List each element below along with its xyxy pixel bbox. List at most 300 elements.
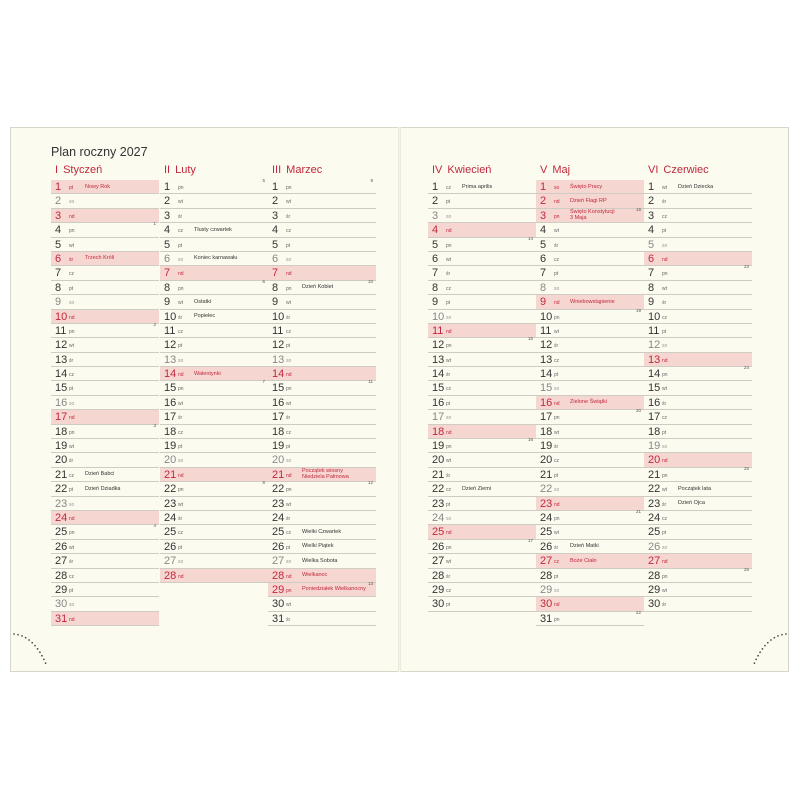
day-number: 13 — [55, 353, 68, 366]
day-number: 25 — [272, 526, 285, 539]
weekday-abbr: so — [662, 242, 668, 249]
day-event-line: Święto Pracy — [570, 183, 603, 190]
weekday-abbr: nd — [554, 501, 560, 508]
day-row[interactable] — [160, 525, 268, 539]
weekday-abbr: cz — [554, 559, 559, 566]
month-column-march — [268, 160, 376, 626]
day-row[interactable] — [51, 612, 159, 626]
day-row[interactable] — [644, 281, 752, 295]
weekday-abbr: wt — [286, 400, 291, 407]
day-row[interactable] — [160, 266, 268, 280]
day-number: 3 — [432, 209, 439, 222]
day-row[interactable] — [51, 569, 159, 583]
week-number: 24 — [743, 365, 749, 371]
day-row[interactable] — [644, 511, 752, 525]
day-number: 3 — [272, 209, 279, 222]
day-row[interactable] — [51, 321, 159, 338]
weekday-abbr: so — [178, 357, 184, 364]
day-number: 15 — [432, 382, 445, 395]
day-row[interactable] — [268, 252, 376, 266]
day-number: 27 — [648, 555, 661, 568]
day-row[interactable] — [268, 209, 376, 223]
weekday-abbr: wt — [446, 559, 451, 566]
weekday-abbr: nd — [446, 530, 452, 537]
day-row[interactable] — [51, 209, 159, 223]
day-row[interactable] — [51, 468, 159, 482]
day-number: 5 — [540, 238, 547, 251]
day-row[interactable] — [536, 482, 644, 496]
weekday-abbr: wt — [178, 199, 183, 206]
day-number: 20 — [540, 454, 553, 467]
day-number: 3 — [55, 209, 62, 222]
page-title: Plan roczny 2027 — [51, 145, 148, 159]
day-row[interactable] — [536, 266, 644, 280]
day-row[interactable] — [268, 194, 376, 208]
day-number: 21 — [648, 468, 661, 481]
day-row[interactable] — [268, 525, 376, 539]
weekday-abbr: pt — [446, 602, 451, 609]
day-row[interactable] — [644, 180, 752, 194]
day-row[interactable] — [51, 453, 159, 467]
weekday-abbr: pt — [446, 199, 451, 206]
day-row[interactable] — [268, 554, 376, 568]
day-row[interactable] — [644, 324, 752, 338]
weekday-abbr: nd — [286, 372, 292, 379]
weekday-abbr: pt — [69, 386, 74, 393]
day-row[interactable] — [160, 554, 268, 568]
day-row[interactable] — [644, 238, 752, 252]
day-row[interactable] — [268, 482, 376, 496]
day-number: 22 — [164, 483, 177, 496]
day-row[interactable] — [51, 338, 159, 352]
weekday-abbr: so — [286, 559, 292, 566]
weekday-abbr: pt — [286, 444, 291, 451]
weekday-abbr: pn — [662, 372, 668, 379]
day-row[interactable] — [428, 324, 536, 338]
day-row[interactable] — [536, 453, 644, 467]
day-row[interactable] — [536, 497, 644, 511]
day-number: 27 — [55, 555, 68, 568]
day-row[interactable] — [160, 540, 268, 554]
weekday-abbr: wt — [554, 228, 559, 235]
day-row[interactable] — [160, 511, 268, 525]
month-header — [51, 160, 159, 180]
weekday-abbr: nd — [662, 256, 668, 263]
weekday-abbr: wt — [69, 544, 74, 551]
weekday-abbr: pt — [446, 501, 451, 508]
day-row[interactable] — [51, 295, 159, 309]
day-row[interactable] — [268, 353, 376, 367]
day-row[interactable] — [536, 180, 644, 194]
day-row[interactable] — [644, 425, 752, 439]
day-row[interactable] — [160, 180, 268, 194]
day-row[interactable] — [428, 223, 536, 237]
day-row[interactable] — [644, 583, 752, 597]
day-row[interactable] — [428, 525, 536, 539]
day-row[interactable] — [536, 525, 644, 539]
day-row[interactable] — [536, 609, 644, 626]
day-row[interactable] — [428, 252, 536, 266]
day-number: 28 — [55, 569, 68, 582]
weekday-abbr: wt — [662, 185, 667, 191]
day-row[interactable] — [51, 396, 159, 410]
day-row[interactable] — [268, 580, 376, 597]
day-row[interactable] — [536, 425, 644, 439]
day-row[interactable] — [644, 566, 752, 583]
week-number: 5 — [262, 178, 265, 183]
day-row[interactable] — [51, 597, 159, 611]
week-number: 25 — [743, 465, 749, 471]
day-number: 20 — [55, 454, 68, 467]
day-number: 16 — [648, 396, 661, 409]
day-row[interactable] — [51, 422, 159, 439]
day-row[interactable] — [428, 439, 536, 453]
day-row[interactable] — [428, 569, 536, 583]
weekday-abbr: pt — [662, 328, 667, 335]
day-row[interactable] — [160, 453, 268, 467]
day-row[interactable] — [160, 468, 268, 482]
day-number: 8 — [432, 281, 439, 294]
day-row[interactable] — [51, 410, 159, 424]
weekday-abbr: so — [662, 444, 668, 451]
month-column-january — [51, 160, 159, 626]
weekday-abbr: pn — [446, 343, 452, 350]
day-number: 19 — [164, 440, 177, 453]
day-row[interactable] — [536, 307, 644, 324]
day-row[interactable] — [51, 266, 159, 280]
day-row[interactable] — [428, 396, 536, 410]
day-row[interactable] — [536, 569, 644, 583]
day-row[interactable] — [268, 468, 376, 482]
page-gutter — [398, 127, 401, 672]
day-row[interactable] — [160, 278, 268, 295]
day-row[interactable] — [536, 410, 644, 424]
day-number: 15 — [55, 382, 68, 395]
day-row[interactable] — [51, 511, 159, 525]
day-row[interactable] — [536, 252, 644, 266]
day-row[interactable] — [160, 324, 268, 338]
day-row[interactable] — [428, 583, 536, 597]
day-row[interactable] — [51, 281, 159, 295]
day-row[interactable] — [536, 206, 644, 223]
day-row[interactable] — [644, 295, 752, 309]
day-row[interactable] — [160, 396, 268, 410]
day-number: 8 — [648, 281, 655, 294]
day-row[interactable] — [160, 410, 268, 424]
day-row[interactable] — [160, 310, 268, 324]
day-row[interactable] — [160, 569, 268, 583]
weekday-abbr: nd — [446, 328, 452, 335]
day-row[interactable] — [644, 353, 752, 367]
day-row[interactable] — [536, 554, 644, 568]
weekday-abbr: śr — [554, 242, 559, 249]
day-number: 15 — [272, 382, 285, 395]
day-row[interactable] — [268, 238, 376, 252]
day-number: 21 — [164, 468, 177, 481]
day-row[interactable] — [536, 194, 644, 208]
day-row[interactable] — [51, 439, 159, 453]
day-number: 22 — [272, 483, 285, 496]
day-row[interactable] — [160, 295, 268, 309]
day-number: 17 — [540, 411, 553, 424]
day-row[interactable] — [644, 252, 752, 266]
day-row[interactable] — [428, 310, 536, 324]
weekday-abbr: pt — [69, 487, 74, 494]
day-row[interactable] — [268, 367, 376, 381]
day-row[interactable] — [428, 266, 536, 280]
day-row[interactable] — [160, 482, 268, 496]
month-column-june — [644, 160, 752, 612]
day-row[interactable] — [268, 597, 376, 611]
weekday-abbr: pn — [178, 386, 184, 393]
day-number: 29 — [648, 583, 661, 596]
day-row[interactable] — [51, 482, 159, 496]
day-row[interactable] — [644, 540, 752, 554]
day-row[interactable] — [536, 367, 644, 381]
day-row[interactable] — [160, 497, 268, 511]
weekday-abbr: pn — [286, 185, 292, 191]
weekday-abbr: nd — [69, 415, 75, 422]
day-row[interactable] — [51, 525, 159, 539]
day-row[interactable] — [268, 569, 376, 583]
day-row[interactable] — [51, 180, 159, 194]
day-row[interactable] — [268, 180, 376, 194]
day-row[interactable] — [536, 597, 644, 611]
weekday-abbr: pn — [446, 444, 452, 451]
day-row[interactable] — [51, 540, 159, 554]
day-row[interactable] — [536, 295, 644, 309]
day-row[interactable] — [644, 525, 752, 539]
weekday-abbr: so — [554, 487, 560, 494]
day-row[interactable] — [428, 482, 536, 496]
day-row[interactable] — [268, 381, 376, 395]
day-row[interactable] — [428, 597, 536, 611]
day-row[interactable] — [51, 252, 159, 266]
weekday-abbr: so — [554, 185, 560, 191]
weekday-abbr: wt — [69, 444, 74, 451]
day-number: 22 — [540, 483, 553, 496]
day-row[interactable] — [268, 425, 376, 439]
day-row[interactable] — [644, 310, 752, 324]
day-row[interactable] — [428, 410, 536, 424]
day-row[interactable] — [51, 353, 159, 367]
day-row[interactable] — [268, 511, 376, 525]
day-row[interactable] — [160, 425, 268, 439]
day-row[interactable] — [644, 597, 752, 611]
day-row[interactable] — [428, 511, 536, 525]
day-row[interactable] — [644, 223, 752, 237]
day-number: 16 — [540, 396, 553, 409]
day-row[interactable] — [428, 194, 536, 208]
day-row[interactable] — [536, 238, 644, 252]
weekday-abbr: pn — [286, 587, 292, 594]
weekday-abbr: so — [178, 559, 184, 566]
day-row[interactable] — [644, 497, 752, 511]
day-number: 16 — [432, 396, 445, 409]
weekday-abbr: śr — [662, 300, 667, 307]
week-number: 6 — [262, 278, 265, 284]
day-number: 12 — [540, 339, 553, 352]
weekday-abbr: pt — [178, 343, 183, 350]
day-number: 13 — [164, 353, 177, 366]
day-row[interactable] — [268, 612, 376, 626]
weekday-abbr: nd — [69, 314, 75, 321]
day-row[interactable] — [268, 295, 376, 309]
day-number: 11 — [432, 324, 444, 337]
day-row[interactable] — [268, 310, 376, 324]
day-row[interactable] — [644, 194, 752, 208]
day-event — [85, 184, 110, 190]
day-row[interactable] — [51, 367, 159, 381]
day-row[interactable] — [268, 497, 376, 511]
day-row[interactable] — [268, 453, 376, 467]
day-row[interactable] — [51, 223, 159, 237]
day-row[interactable] — [536, 381, 644, 395]
day-row[interactable] — [160, 194, 268, 208]
day-row[interactable] — [428, 353, 536, 367]
day-number: 29 — [432, 583, 445, 596]
day-row[interactable] — [160, 353, 268, 367]
day-row[interactable] — [644, 453, 752, 467]
day-row[interactable] — [160, 238, 268, 252]
day-row[interactable] — [536, 396, 644, 410]
weekday-abbr: śr — [554, 444, 559, 451]
day-row[interactable] — [428, 468, 536, 482]
day-row[interactable] — [644, 209, 752, 223]
day-row[interactable] — [51, 310, 159, 324]
day-row[interactable] — [428, 367, 536, 381]
day-number: 11 — [55, 324, 67, 337]
day-row[interactable] — [536, 468, 644, 482]
day-row[interactable] — [160, 381, 268, 395]
day-row[interactable] — [536, 281, 644, 295]
weekday-abbr: cz — [446, 185, 451, 191]
day-row[interactable] — [644, 410, 752, 424]
weekday-abbr: wt — [446, 357, 451, 364]
day-row[interactable] — [428, 537, 536, 554]
day-row[interactable] — [428, 425, 536, 439]
day-row[interactable] — [536, 338, 644, 352]
day-event — [570, 184, 602, 190]
day-row[interactable] — [536, 583, 644, 597]
day-row[interactable] — [428, 497, 536, 511]
day-row[interactable] — [268, 324, 376, 338]
weekday-abbr: so — [662, 544, 668, 551]
day-row[interactable] — [268, 278, 376, 295]
week-number: 17 — [527, 537, 533, 543]
day-row[interactable] — [160, 252, 268, 266]
day-row[interactable] — [428, 381, 536, 395]
week-number: 15 — [527, 336, 533, 342]
day-row[interactable] — [268, 266, 376, 280]
day-row[interactable] — [644, 396, 752, 410]
weekday-abbr: cz — [446, 587, 451, 594]
day-number: 1 — [648, 181, 655, 193]
day-row[interactable] — [268, 410, 376, 424]
day-event — [194, 371, 221, 377]
weekday-abbr: śr — [286, 415, 291, 422]
day-row[interactable] — [51, 583, 159, 597]
weekday-abbr: so — [662, 343, 668, 350]
day-number: 30 — [272, 598, 285, 611]
day-event-line: Boże Ciało — [570, 557, 597, 564]
day-row[interactable] — [51, 238, 159, 252]
weekday-abbr: wt — [662, 285, 667, 292]
day-row[interactable] — [268, 540, 376, 554]
day-row[interactable] — [644, 266, 752, 280]
day-row[interactable] — [160, 209, 268, 223]
day-number: 10 — [55, 310, 68, 323]
day-row[interactable] — [428, 338, 536, 352]
weekday-abbr: so — [446, 415, 452, 422]
day-row[interactable] — [160, 338, 268, 352]
day-number: 26 — [164, 540, 177, 553]
day-number: 4 — [55, 224, 62, 237]
day-event — [194, 227, 232, 233]
day-row[interactable] — [428, 453, 536, 467]
day-row[interactable] — [428, 554, 536, 568]
day-event — [302, 529, 341, 535]
day-number: 22 — [648, 483, 661, 496]
day-row[interactable] — [160, 367, 268, 381]
day-event — [570, 198, 607, 204]
day-row[interactable] — [51, 554, 159, 568]
day-number: 24 — [540, 511, 553, 524]
day-row[interactable] — [536, 540, 644, 554]
day-row[interactable] — [428, 209, 536, 223]
day-row[interactable] — [268, 396, 376, 410]
day-row[interactable] — [644, 482, 752, 496]
weekday-abbr: wt — [662, 386, 667, 393]
day-row[interactable] — [536, 324, 644, 338]
day-row[interactable] — [51, 194, 159, 208]
weekday-abbr: nd — [286, 271, 292, 278]
week-number: 9 — [370, 178, 373, 183]
weekday-abbr: śr — [662, 602, 667, 609]
day-row[interactable] — [268, 439, 376, 453]
day-row[interactable] — [536, 353, 644, 367]
weekday-abbr: pn — [69, 328, 75, 335]
day-row[interactable] — [536, 439, 644, 453]
day-row[interactable] — [428, 281, 536, 295]
day-row[interactable] — [51, 497, 159, 511]
weekday-abbr: pn — [554, 213, 560, 220]
day-row[interactable] — [428, 295, 536, 309]
weekday-abbr: so — [286, 357, 292, 364]
day-number: 24 — [432, 511, 445, 524]
day-row[interactable] — [644, 381, 752, 395]
day-row[interactable] — [536, 223, 644, 237]
day-row[interactable] — [51, 381, 159, 395]
day-row[interactable] — [644, 338, 752, 352]
day-row[interactable] — [536, 508, 644, 525]
day-number: 21 — [55, 468, 68, 481]
day-row[interactable] — [268, 223, 376, 237]
day-row[interactable] — [428, 235, 536, 252]
week-number: 12 — [367, 480, 373, 486]
day-row[interactable] — [644, 439, 752, 453]
day-row[interactable] — [428, 180, 536, 194]
day-number: 28 — [432, 569, 445, 582]
day-row[interactable] — [644, 554, 752, 568]
day-event-line: Ostatki — [194, 298, 212, 305]
day-row[interactable] — [644, 367, 752, 381]
day-row[interactable] — [644, 465, 752, 482]
day-row[interactable] — [160, 223, 268, 237]
weekday-abbr: nd — [69, 515, 75, 522]
day-row[interactable] — [160, 439, 268, 453]
day-row[interactable] — [268, 338, 376, 352]
